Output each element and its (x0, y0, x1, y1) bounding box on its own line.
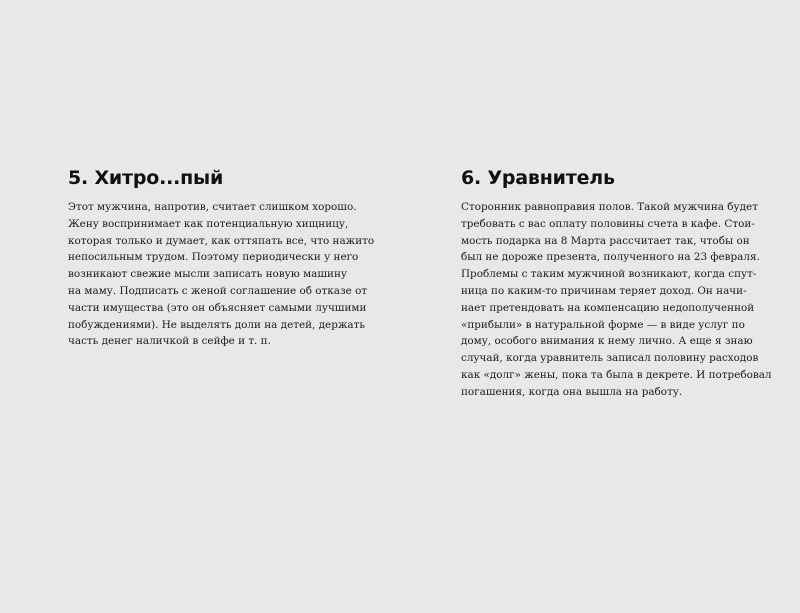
body-line: Этот мужчина, напротив, считает слишком хорошо. (68, 201, 357, 213)
section-body (461, 199, 772, 401)
body-line: побуждениями). Не выделять доли на детей, держать (68, 318, 366, 331)
body-line: часть денег наличкой в сейфе и т. п. (68, 335, 271, 348)
body-line: которая только и думает, как оттяпать все, что нажито (68, 234, 375, 247)
section-heading: 5. Хитро...пый (68, 167, 224, 189)
section-body (68, 199, 375, 350)
body-line: Проблемы с таким мужчиной возникают, когда спут- (461, 268, 757, 281)
section-6 (461, 165, 772, 401)
body-line: непосильным трудом. Поэтому периодически у него (68, 251, 359, 264)
section-heading: 6. Уравнитель (461, 167, 615, 189)
body-line: нает претендовать на компенсацию недополученной (461, 301, 755, 314)
body-line: Сторонник равноправия полов. Такой мужчина будет (461, 201, 758, 213)
body-line: возникают свежие мысли записать новую машину (68, 268, 347, 281)
section-5 (68, 165, 375, 350)
body-line: «прибыли» в натуральной форме — в виде услуг по (461, 318, 745, 331)
body-line: случай, когда уравнитель записал половину расходов (461, 352, 759, 365)
body-line: как «долг» жены, пока та была в декрете. И потребовал (461, 368, 772, 381)
body-line: Жену воспринимает как потенциальную хищницу, (68, 217, 349, 230)
right-page (400, 0, 800, 613)
body-line: части имущества (это он объясняет самыми лучшими (68, 301, 367, 314)
body-line: мость подарка на 8 Марта рассчитает так, чтобы он (461, 234, 750, 247)
body-line: погашения, когда она вышла на работу. (461, 385, 683, 398)
body-line: был не дороже презента, полученного на 23 февраля. (461, 251, 760, 264)
body-line: ница по каким-то причинам теряет доход. Он начи- (461, 284, 747, 297)
body-line: требовать с вас оплату половины счета в кафе. Стои- (461, 217, 755, 230)
body-line: дому, особого внимания к нему лично. А еще я знаю (461, 335, 753, 348)
body-line: на маму. Подписать с женой соглашение об отказе от (68, 284, 368, 297)
